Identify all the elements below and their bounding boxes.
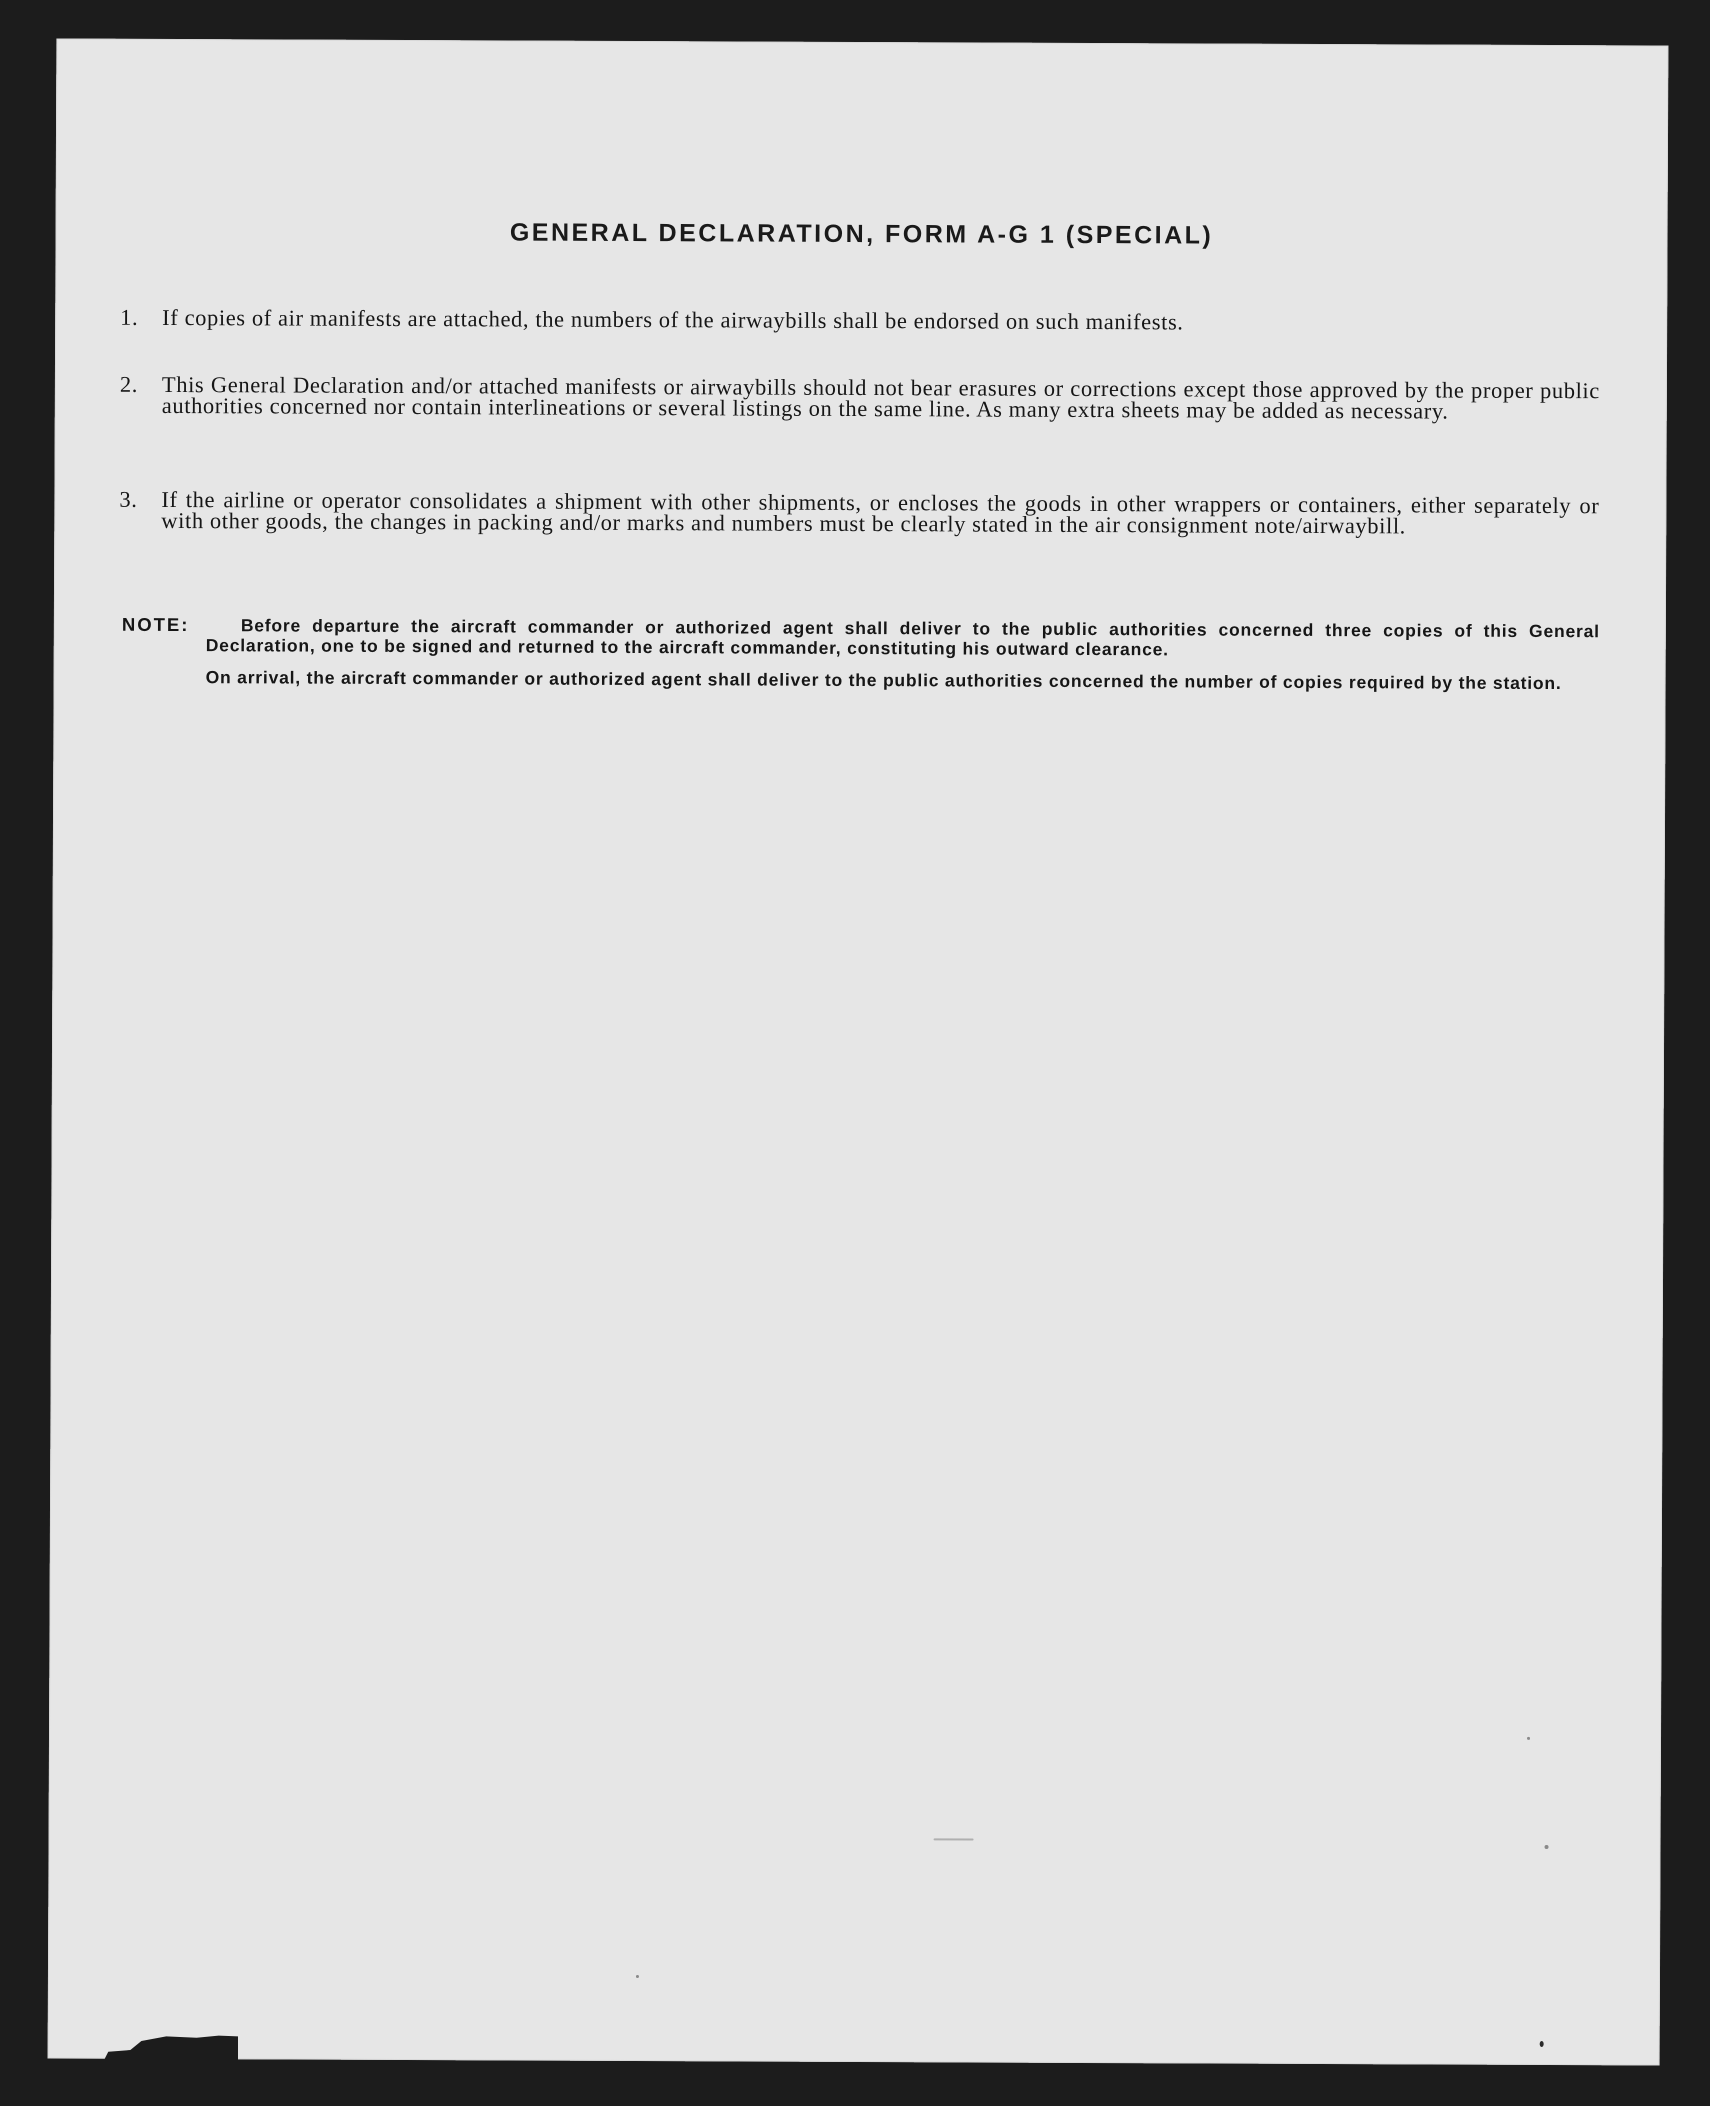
note-paragraph-arrival: On arrival, the aircraft commander or authorized agent shall deliver to the public authorities concerned the number of copies required by the station. <box>205 667 1562 694</box>
note-label: NOTE: <box>121 613 190 636</box>
paper-speck <box>1527 1737 1530 1740</box>
instruction-item-3 <box>119 486 1600 539</box>
item-number: 1. <box>120 304 139 330</box>
paper-speck <box>934 1838 974 1840</box>
item-number: 2. <box>119 371 139 397</box>
instruction-item-2 <box>119 371 1600 424</box>
item-text: If the airline or operator consolidates a shipment with other shipments, or encloses the goods in other wrappers or containers, either separately or with other goods, the changes in packing and/or marks and numbers must be clearly stated in the air consignment note/airwaybill. <box>161 486 1600 539</box>
item-number: 3. <box>119 486 138 512</box>
item-text: If copies of air manifests are attached, the numbers of the airwaybills shall be endorsed on such manifests. <box>162 304 1184 335</box>
paper-speck <box>636 1975 639 1978</box>
paper-speck <box>1545 1845 1549 1849</box>
note-paragraph-departure: Before departure the aircraft commander or authorized agent shall deliver to the public authorities concerned three copies of this General Declaration, one to be signed and returned to the aircraft commander, constituting his outward clearance. <box>205 615 1600 660</box>
instruction-item-1 <box>120 304 1600 335</box>
paper-speck <box>1540 2041 1544 2047</box>
document-page <box>48 38 1669 2065</box>
note-section <box>122 615 1600 693</box>
document-title: GENERAL DECLARATION, FORM A-G 1 (SPECIAL) <box>509 218 1214 250</box>
item-text: This General Declaration and/or attached manifests or airwaybills should not bear erasures or corrections except those approved by the proper public authorities concerned nor contain interlineations or several listings on the same line. As many extra sheets may be added as necessary. <box>161 371 1600 424</box>
